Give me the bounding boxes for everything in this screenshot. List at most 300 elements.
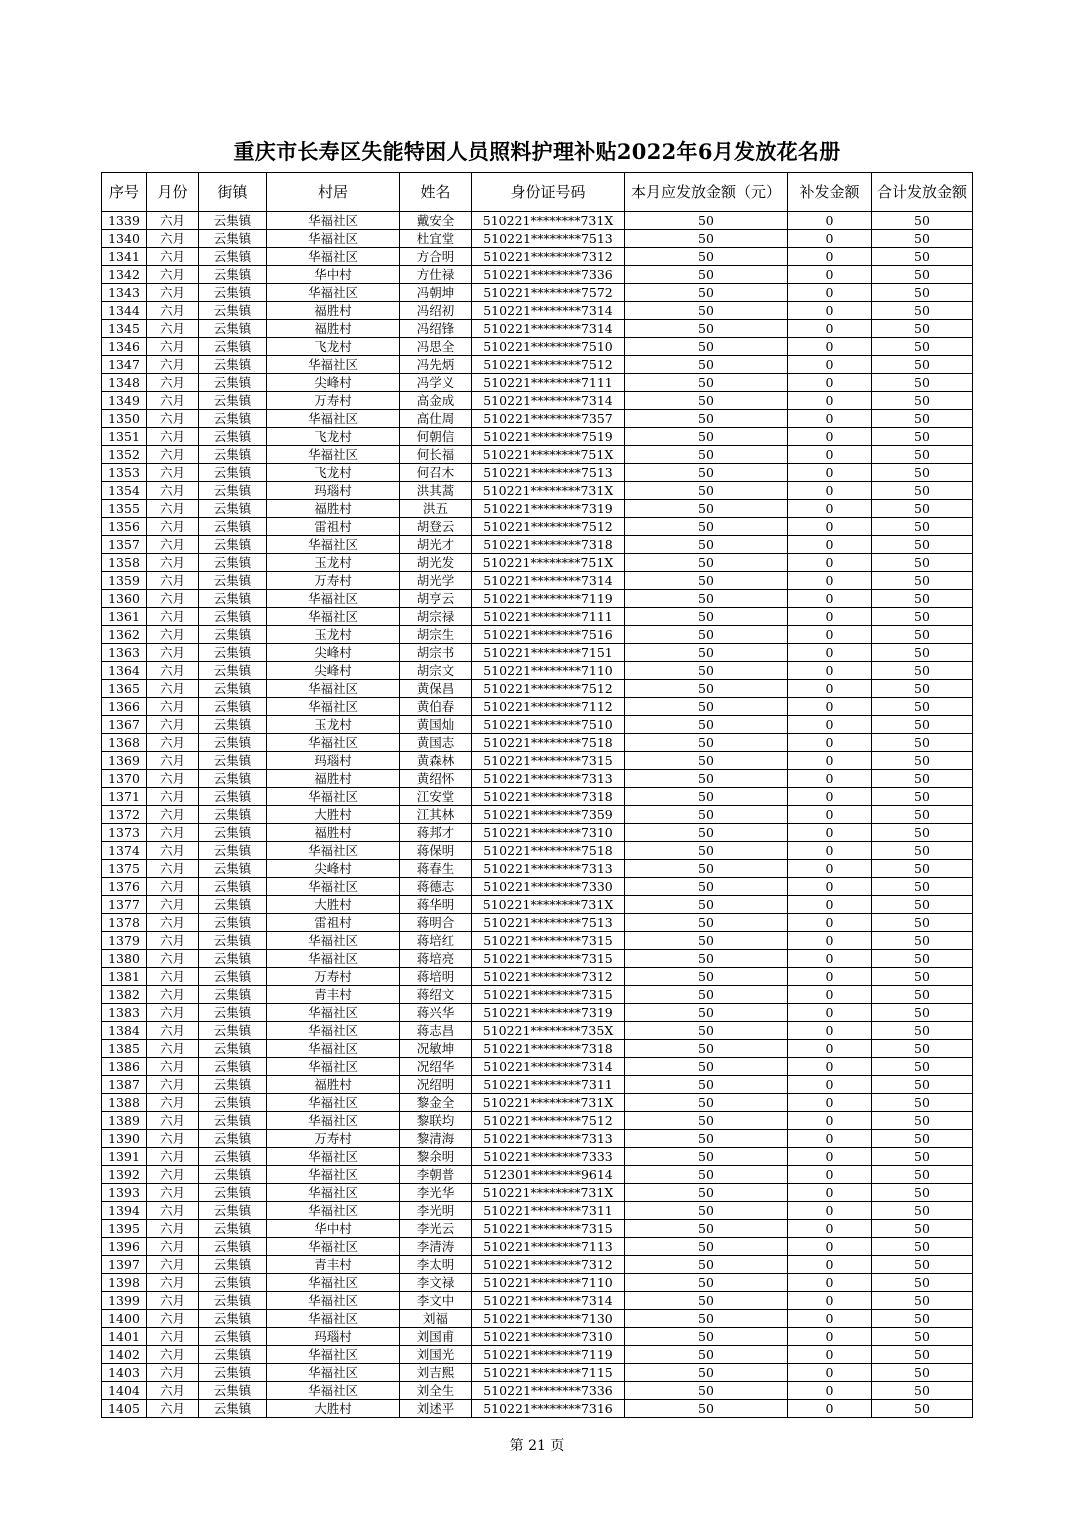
- cell-index: 1360: [102, 590, 147, 608]
- cell-amount-due: 50: [625, 320, 788, 338]
- cell-id-number: 510221********7111: [472, 608, 625, 626]
- table-row: [102, 986, 973, 1004]
- cell-id-number: 510221********7516: [472, 626, 625, 644]
- cell-back-pay: 0: [788, 410, 872, 428]
- cell-index: 1377: [102, 896, 147, 914]
- cell-month: 六月: [147, 626, 199, 644]
- cell-month: 六月: [147, 968, 199, 986]
- cell-name: 黄国灿: [400, 716, 472, 734]
- cell-index: 1347: [102, 356, 147, 374]
- cell-town: 云集镇: [199, 716, 267, 734]
- cell-amount-due: 50: [625, 986, 788, 1004]
- table-row: [102, 752, 973, 770]
- table-row: [102, 968, 973, 986]
- cell-village: 华福社区: [267, 1202, 400, 1220]
- cell-amount-due: 50: [625, 680, 788, 698]
- table-row: [102, 1220, 973, 1238]
- cell-town: 云集镇: [199, 320, 267, 338]
- cell-name: 蒋华明: [400, 896, 472, 914]
- table-row: [102, 1382, 973, 1400]
- cell-amount-due: 50: [625, 1238, 788, 1256]
- cell-total: 50: [872, 374, 973, 392]
- cell-id-number: 510221********7312: [472, 248, 625, 266]
- cell-index: 1340: [102, 230, 147, 248]
- cell-amount-due: 50: [625, 1076, 788, 1094]
- cell-amount-due: 50: [625, 518, 788, 536]
- cell-village: 福胜村: [267, 824, 400, 842]
- cell-back-pay: 0: [788, 986, 872, 1004]
- table-row: [102, 1004, 973, 1022]
- cell-month: 六月: [147, 662, 199, 680]
- cell-amount-due: 50: [625, 392, 788, 410]
- cell-id-number: 510221********751X: [472, 446, 625, 464]
- cell-amount-due: 50: [625, 1292, 788, 1310]
- table-row: [102, 302, 973, 320]
- table-row: [102, 860, 973, 878]
- cell-name: 胡宗禄: [400, 608, 472, 626]
- header-month: 月份: [147, 173, 199, 212]
- cell-month: 六月: [147, 1238, 199, 1256]
- cell-total: 50: [872, 932, 973, 950]
- cell-total: 50: [872, 1022, 973, 1040]
- cell-town: 云集镇: [199, 680, 267, 698]
- cell-index: 1373: [102, 824, 147, 842]
- cell-amount-due: 50: [625, 1310, 788, 1328]
- cell-total: 50: [872, 1094, 973, 1112]
- cell-id-number: 510221********7518: [472, 842, 625, 860]
- cell-back-pay: 0: [788, 860, 872, 878]
- cell-month: 六月: [147, 500, 199, 518]
- cell-village: 华福社区: [267, 842, 400, 860]
- cell-amount-due: 50: [625, 1022, 788, 1040]
- cell-amount-due: 50: [625, 500, 788, 518]
- cell-town: 云集镇: [199, 968, 267, 986]
- cell-back-pay: 0: [788, 752, 872, 770]
- cell-amount-due: 50: [625, 230, 788, 248]
- header-back-pay: 补发金额: [788, 173, 872, 212]
- cell-total: 50: [872, 752, 973, 770]
- cell-month: 六月: [147, 248, 199, 266]
- table-row: [102, 1256, 973, 1274]
- table-row: [102, 1274, 973, 1292]
- cell-back-pay: 0: [788, 896, 872, 914]
- cell-index: 1368: [102, 734, 147, 752]
- cell-amount-due: 50: [625, 1364, 788, 1382]
- cell-amount-due: 50: [625, 1346, 788, 1364]
- cell-village: 玛瑙村: [267, 482, 400, 500]
- cell-month: 六月: [147, 554, 199, 572]
- cell-id-number: 510221********7112: [472, 698, 625, 716]
- table-row: [102, 1238, 973, 1256]
- cell-id-number: 510221********7510: [472, 338, 625, 356]
- cell-total: 50: [872, 1130, 973, 1148]
- cell-id-number: 510221********7512: [472, 518, 625, 536]
- cell-village: 华福社区: [267, 1166, 400, 1184]
- cell-town: 云集镇: [199, 932, 267, 950]
- table-row: [102, 644, 973, 662]
- cell-town: 云集镇: [199, 554, 267, 572]
- cell-id-number: 510221********7319: [472, 1004, 625, 1022]
- cell-back-pay: 0: [788, 1040, 872, 1058]
- cell-back-pay: 0: [788, 248, 872, 266]
- cell-index: 1357: [102, 536, 147, 554]
- cell-name: 黄绍怀: [400, 770, 472, 788]
- cell-index: 1404: [102, 1382, 147, 1400]
- cell-amount-due: 50: [625, 1130, 788, 1148]
- cell-town: 云集镇: [199, 698, 267, 716]
- cell-town: 云集镇: [199, 1256, 267, 1274]
- cell-amount-due: 50: [625, 806, 788, 824]
- table-row: [102, 446, 973, 464]
- cell-month: 六月: [147, 428, 199, 446]
- cell-village: 华福社区: [267, 248, 400, 266]
- cell-total: 50: [872, 842, 973, 860]
- cell-back-pay: 0: [788, 1202, 872, 1220]
- table-row: [102, 896, 973, 914]
- cell-total: 50: [872, 320, 973, 338]
- cell-village: 华福社区: [267, 932, 400, 950]
- cell-total: 50: [872, 950, 973, 968]
- cell-total: 50: [872, 572, 973, 590]
- cell-index: 1386: [102, 1058, 147, 1076]
- cell-month: 六月: [147, 1292, 199, 1310]
- cell-back-pay: 0: [788, 590, 872, 608]
- cell-name: 胡光才: [400, 536, 472, 554]
- cell-id-number: 510221********731X: [472, 482, 625, 500]
- cell-index: 1395: [102, 1220, 147, 1238]
- table-row: [102, 1040, 973, 1058]
- cell-index: 1390: [102, 1130, 147, 1148]
- cell-index: 1391: [102, 1148, 147, 1166]
- cell-back-pay: 0: [788, 374, 872, 392]
- roster-body: [102, 212, 973, 1418]
- cell-name: 黄国志: [400, 734, 472, 752]
- cell-village: 华福社区: [267, 1292, 400, 1310]
- table-row: [102, 770, 973, 788]
- cell-total: 50: [872, 446, 973, 464]
- cell-id-number: 510221********731X: [472, 1184, 625, 1202]
- cell-town: 云集镇: [199, 1022, 267, 1040]
- cell-name: 洪其蒿: [400, 482, 472, 500]
- cell-month: 六月: [147, 1346, 199, 1364]
- cell-index: 1355: [102, 500, 147, 518]
- table-row: [102, 248, 973, 266]
- cell-village: 华福社区: [267, 212, 400, 230]
- cell-village: 华福社区: [267, 1346, 400, 1364]
- cell-month: 六月: [147, 284, 199, 302]
- cell-name: 胡宗生: [400, 626, 472, 644]
- cell-back-pay: 0: [788, 644, 872, 662]
- cell-total: 50: [872, 1274, 973, 1292]
- cell-back-pay: 0: [788, 662, 872, 680]
- cell-back-pay: 0: [788, 1148, 872, 1166]
- cell-id-number: 510221********7318: [472, 1040, 625, 1058]
- cell-back-pay: 0: [788, 1256, 872, 1274]
- cell-back-pay: 0: [788, 1058, 872, 1076]
- cell-month: 六月: [147, 1184, 199, 1202]
- cell-month: 六月: [147, 1076, 199, 1094]
- cell-amount-due: 50: [625, 878, 788, 896]
- table-row: [102, 428, 973, 446]
- cell-id-number: 510221********7115: [472, 1364, 625, 1382]
- cell-back-pay: 0: [788, 464, 872, 482]
- cell-index: 1383: [102, 1004, 147, 1022]
- cell-name: 黎联均: [400, 1112, 472, 1130]
- cell-total: 50: [872, 734, 973, 752]
- cell-month: 六月: [147, 878, 199, 896]
- cell-amount-due: 50: [625, 374, 788, 392]
- cell-id-number: 510221********7314: [472, 320, 625, 338]
- cell-name: 胡亨云: [400, 590, 472, 608]
- cell-back-pay: 0: [788, 824, 872, 842]
- cell-village: 华福社区: [267, 1112, 400, 1130]
- cell-id-number: 510221********7110: [472, 662, 625, 680]
- cell-total: 50: [872, 968, 973, 986]
- cell-village: 玉龙村: [267, 626, 400, 644]
- cell-amount-due: 50: [625, 1004, 788, 1022]
- cell-id-number: 510221********7330: [472, 878, 625, 896]
- cell-village: 华福社区: [267, 356, 400, 374]
- cell-total: 50: [872, 1400, 973, 1418]
- cell-village: 万寿村: [267, 392, 400, 410]
- table-row: [102, 608, 973, 626]
- cell-town: 云集镇: [199, 752, 267, 770]
- table-row: [102, 1328, 973, 1346]
- cell-name: 刘述平: [400, 1400, 472, 1418]
- cell-village: 华福社区: [267, 950, 400, 968]
- cell-amount-due: 50: [625, 626, 788, 644]
- cell-total: 50: [872, 518, 973, 536]
- cell-amount-due: 50: [625, 1328, 788, 1346]
- cell-index: 1366: [102, 698, 147, 716]
- header-town: 街镇: [199, 173, 267, 212]
- cell-month: 六月: [147, 842, 199, 860]
- cell-village: 华中村: [267, 1220, 400, 1238]
- cell-id-number: 510221********7311: [472, 1076, 625, 1094]
- cell-id-number: 510221********7316: [472, 1400, 625, 1418]
- cell-name: 胡光发: [400, 554, 472, 572]
- cell-amount-due: 50: [625, 1184, 788, 1202]
- cell-name: 李朝普: [400, 1166, 472, 1184]
- cell-id-number: 510221********7314: [472, 392, 625, 410]
- cell-town: 云集镇: [199, 1166, 267, 1184]
- cell-month: 六月: [147, 680, 199, 698]
- cell-town: 云集镇: [199, 464, 267, 482]
- table-row: [102, 410, 973, 428]
- cell-village: 福胜村: [267, 320, 400, 338]
- cell-back-pay: 0: [788, 212, 872, 230]
- cell-total: 50: [872, 878, 973, 896]
- cell-id-number: 510221********731X: [472, 1094, 625, 1112]
- table-row: [102, 1058, 973, 1076]
- cell-back-pay: 0: [788, 446, 872, 464]
- cell-id-number: 510221********7518: [472, 734, 625, 752]
- cell-index: 1358: [102, 554, 147, 572]
- cell-amount-due: 50: [625, 662, 788, 680]
- cell-name: 方合明: [400, 248, 472, 266]
- cell-month: 六月: [147, 896, 199, 914]
- cell-month: 六月: [147, 932, 199, 950]
- cell-village: 华福社区: [267, 1040, 400, 1058]
- cell-amount-due: 50: [625, 752, 788, 770]
- cell-month: 六月: [147, 446, 199, 464]
- cell-village: 华福社区: [267, 536, 400, 554]
- cell-total: 50: [872, 1292, 973, 1310]
- cell-index: 1359: [102, 572, 147, 590]
- cell-total: 50: [872, 770, 973, 788]
- cell-index: 1362: [102, 626, 147, 644]
- cell-month: 六月: [147, 1148, 199, 1166]
- cell-village: 华福社区: [267, 1094, 400, 1112]
- cell-total: 50: [872, 626, 973, 644]
- cell-back-pay: 0: [788, 482, 872, 500]
- cell-village: 华福社区: [267, 1382, 400, 1400]
- table-row: [102, 1130, 973, 1148]
- cell-total: 50: [872, 1220, 973, 1238]
- cell-name: 蒋志昌: [400, 1022, 472, 1040]
- cell-village: 华福社区: [267, 788, 400, 806]
- cell-town: 云集镇: [199, 1292, 267, 1310]
- cell-id-number: 512301********9614: [472, 1166, 625, 1184]
- cell-town: 云集镇: [199, 824, 267, 842]
- cell-name: 冯学义: [400, 374, 472, 392]
- cell-town: 云集镇: [199, 338, 267, 356]
- cell-total: 50: [872, 896, 973, 914]
- cell-village: 大胜村: [267, 806, 400, 824]
- cell-name: 黎清海: [400, 1130, 472, 1148]
- cell-total: 50: [872, 1004, 973, 1022]
- cell-back-pay: 0: [788, 518, 872, 536]
- cell-total: 50: [872, 680, 973, 698]
- cell-id-number: 510221********7314: [472, 302, 625, 320]
- cell-back-pay: 0: [788, 1238, 872, 1256]
- cell-village: 华福社区: [267, 590, 400, 608]
- cell-back-pay: 0: [788, 698, 872, 716]
- cell-town: 云集镇: [199, 248, 267, 266]
- header-row: [102, 173, 973, 212]
- cell-index: 1363: [102, 644, 147, 662]
- cell-name: 蒋兴华: [400, 1004, 472, 1022]
- cell-name: 杜宜堂: [400, 230, 472, 248]
- cell-id-number: 510221********7512: [472, 356, 625, 374]
- table-row: [102, 824, 973, 842]
- cell-town: 云集镇: [199, 536, 267, 554]
- cell-village: 大胜村: [267, 896, 400, 914]
- cell-village: 万寿村: [267, 1130, 400, 1148]
- cell-town: 云集镇: [199, 1004, 267, 1022]
- cell-town: 云集镇: [199, 788, 267, 806]
- cell-town: 云集镇: [199, 374, 267, 392]
- cell-amount-due: 50: [625, 212, 788, 230]
- cell-month: 六月: [147, 950, 199, 968]
- cell-month: 六月: [147, 590, 199, 608]
- cell-index: 1364: [102, 662, 147, 680]
- cell-name: 黎余明: [400, 1148, 472, 1166]
- cell-id-number: 510221********751X: [472, 554, 625, 572]
- cell-amount-due: 50: [625, 1112, 788, 1130]
- cell-town: 云集镇: [199, 734, 267, 752]
- table-row: [102, 518, 973, 536]
- table-row: [102, 1310, 973, 1328]
- cell-total: 50: [872, 824, 973, 842]
- cell-name: 李光云: [400, 1220, 472, 1238]
- cell-total: 50: [872, 788, 973, 806]
- cell-month: 六月: [147, 770, 199, 788]
- table-row: [102, 356, 973, 374]
- cell-id-number: 510221********7310: [472, 824, 625, 842]
- cell-month: 六月: [147, 356, 199, 374]
- cell-name: 方仕禄: [400, 266, 472, 284]
- cell-amount-due: 50: [625, 716, 788, 734]
- cell-id-number: 510221********7151: [472, 644, 625, 662]
- cell-id-number: 510221********7111: [472, 374, 625, 392]
- cell-name: 江安堂: [400, 788, 472, 806]
- cell-town: 云集镇: [199, 1328, 267, 1346]
- cell-index: 1345: [102, 320, 147, 338]
- cell-village: 华福社区: [267, 410, 400, 428]
- cell-back-pay: 0: [788, 1022, 872, 1040]
- cell-index: 1344: [102, 302, 147, 320]
- cell-back-pay: 0: [788, 572, 872, 590]
- cell-town: 云集镇: [199, 1382, 267, 1400]
- cell-month: 六月: [147, 860, 199, 878]
- cell-amount-due: 50: [625, 860, 788, 878]
- table-row: [102, 842, 973, 860]
- cell-month: 六月: [147, 518, 199, 536]
- table-row: [102, 554, 973, 572]
- cell-back-pay: 0: [788, 1076, 872, 1094]
- cell-amount-due: 50: [625, 356, 788, 374]
- cell-back-pay: 0: [788, 1328, 872, 1346]
- cell-id-number: 510221********7110: [472, 1274, 625, 1292]
- cell-town: 云集镇: [199, 1184, 267, 1202]
- cell-index: 1348: [102, 374, 147, 392]
- cell-village: 玛瑙村: [267, 752, 400, 770]
- table-row: [102, 734, 973, 752]
- table-row: [102, 914, 973, 932]
- cell-name: 何朝信: [400, 428, 472, 446]
- cell-amount-due: 50: [625, 608, 788, 626]
- cell-town: 云集镇: [199, 860, 267, 878]
- cell-month: 六月: [147, 1022, 199, 1040]
- cell-name: 高仕周: [400, 410, 472, 428]
- cell-town: 云集镇: [199, 1130, 267, 1148]
- cell-back-pay: 0: [788, 842, 872, 860]
- cell-name: 洪五: [400, 500, 472, 518]
- table-row: [102, 482, 973, 500]
- cell-back-pay: 0: [788, 302, 872, 320]
- cell-village: 华福社区: [267, 1274, 400, 1292]
- cell-month: 六月: [147, 644, 199, 662]
- cell-month: 六月: [147, 320, 199, 338]
- cell-town: 云集镇: [199, 1112, 267, 1130]
- cell-amount-due: 50: [625, 266, 788, 284]
- cell-month: 六月: [147, 986, 199, 1004]
- cell-name: 蒋春生: [400, 860, 472, 878]
- cell-month: 六月: [147, 464, 199, 482]
- cell-id-number: 510221********7310: [472, 1328, 625, 1346]
- cell-back-pay: 0: [788, 950, 872, 968]
- cell-total: 50: [872, 986, 973, 1004]
- cell-town: 云集镇: [199, 1400, 267, 1418]
- cell-amount-due: 50: [625, 428, 788, 446]
- cell-month: 六月: [147, 266, 199, 284]
- table-row: [102, 698, 973, 716]
- cell-back-pay: 0: [788, 338, 872, 356]
- cell-total: 50: [872, 716, 973, 734]
- cell-name: 李光明: [400, 1202, 472, 1220]
- cell-month: 六月: [147, 572, 199, 590]
